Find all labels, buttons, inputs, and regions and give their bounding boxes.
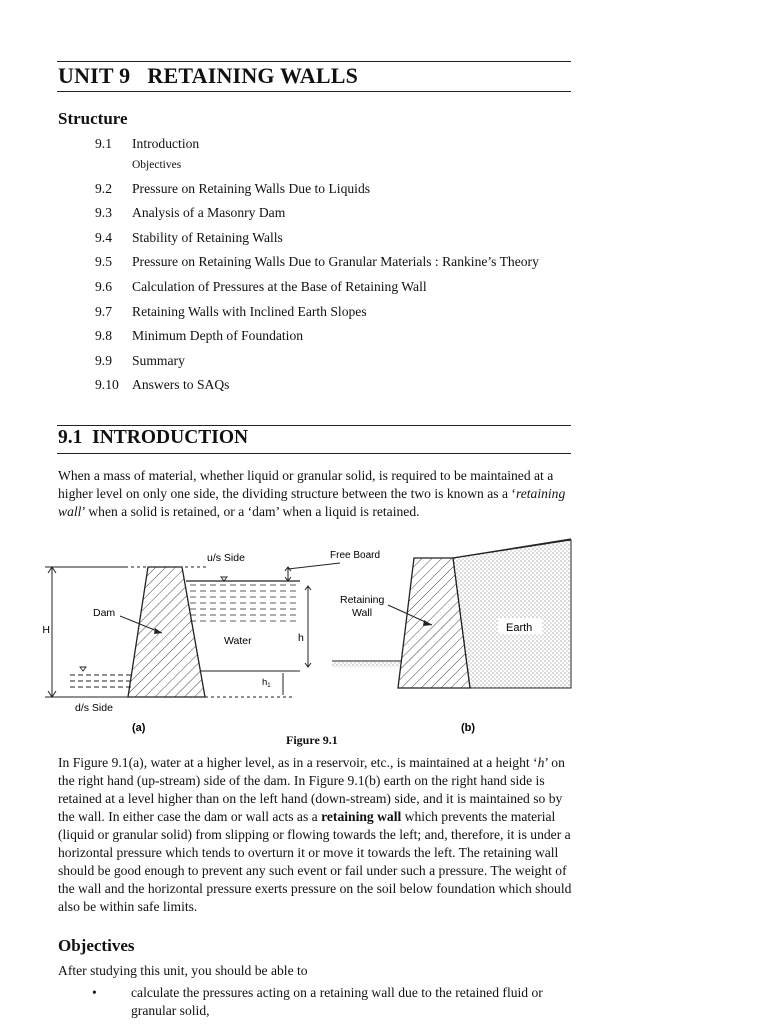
title-top-rule xyxy=(57,61,571,62)
toc-item-title: Minimum Depth of Foundation xyxy=(132,328,304,344)
toc-item xyxy=(95,352,575,370)
p2-bold-term: retaining wall xyxy=(321,809,402,824)
toc-item-number: 9.1 xyxy=(95,136,112,151)
label-us-side: u/s Side xyxy=(207,552,245,564)
toc-item-title: Introduction xyxy=(132,136,200,151)
intro-paragraph xyxy=(58,467,578,521)
label-dam: Dam xyxy=(93,607,116,619)
toc-item xyxy=(95,229,575,247)
toc-item-title: Retaining Walls with Inclined Earth Slopes xyxy=(132,303,367,319)
label-H: H xyxy=(42,624,50,636)
label-a: (a) xyxy=(132,722,146,734)
toc-item-number: 9.6 xyxy=(95,278,112,294)
p2-text-b: ’ on the right hand (up-stream) side of the dam. In Figure 9.1(b) earth on the right hand side is retained at a level higher than on the left hand (down-stream) side, and it is maintained so by the wall. In either case the dam or wall acts as a xyxy=(58,755,565,824)
unit-title: UNIT 9 RETAINING WALLS xyxy=(58,63,359,88)
toc-item-number: 9.7 xyxy=(95,303,112,319)
objective-bullet xyxy=(92,984,562,1020)
toc-item xyxy=(95,376,575,394)
water-hatching xyxy=(188,581,296,623)
toc-item-number: 9.10 xyxy=(95,377,119,393)
toc-item xyxy=(95,303,575,321)
bullet-mark: • xyxy=(92,985,97,1000)
toc-item xyxy=(95,253,575,271)
intro-text-b: ’ when a solid is retained, or a ‘dam’ when a liquid is retained. xyxy=(81,504,420,519)
objectives-heading: Objectives xyxy=(58,936,135,955)
freeboard-leader xyxy=(288,563,340,569)
toc-subitem: Objectives xyxy=(132,158,182,171)
toc-item xyxy=(95,204,575,222)
objective-text: calculate the pressures acting on a retaining wall due to the retained fluid or granular solid, xyxy=(131,985,543,1018)
label-ds-side: d/s Side xyxy=(75,702,113,714)
toc-item-number: 9.5 xyxy=(95,254,112,270)
label-free-board: Free Board xyxy=(330,550,381,561)
h1-main: h xyxy=(262,677,268,688)
toc-item-title: Summary xyxy=(132,352,185,368)
label-earth: Earth xyxy=(506,622,533,634)
toc-item xyxy=(95,135,575,153)
toc-item xyxy=(95,327,575,345)
title-bottom-rule xyxy=(57,91,571,92)
toc-item-title: Analysis of a Masonry Dam xyxy=(132,205,286,221)
label-water: Water xyxy=(224,635,252,647)
label-b: (b) xyxy=(461,722,476,734)
toc-item-title: Pressure on Retaining Walls Due to Granular Materials : Rankine’s Theory xyxy=(132,254,539,270)
p2-text-a: In Figure 9.1(a), water at a higher level, as in a reservoir, etc., is maintained at a height ‘ xyxy=(58,755,538,770)
toc-item xyxy=(95,278,575,296)
front-soil xyxy=(332,661,402,667)
toc-item-title: Pressure on Retaining Walls Due to Liquids xyxy=(132,180,371,196)
toc-item-number: 9.8 xyxy=(95,328,112,344)
toc-item-number: 9.3 xyxy=(95,205,112,221)
label-h1 xyxy=(262,677,271,689)
water-level-marker-ds xyxy=(80,667,86,671)
intro-emphasis: retaining wall xyxy=(58,486,566,519)
objectives-intro: After studying this unit, you should be able to xyxy=(58,963,308,978)
h1-subscript: 1 xyxy=(267,683,271,689)
toc-item xyxy=(95,180,575,198)
toc-item-number: 9.4 xyxy=(95,229,112,245)
label-retaining: Retaining xyxy=(340,594,385,606)
toc-item-title: Answers to SAQs xyxy=(132,377,230,393)
intro-text-a: When a mass of material, whether liquid or granular solid, is required to be maintained at a higher level on only one side, the dividing structure between the two is known as a ‘ xyxy=(58,468,554,501)
section-top-rule xyxy=(57,425,571,426)
p2-text-c: which prevents the material (liquid or granular solid) from slipping or flowing towards the left; and, therefore, it is under a horizontal pressure which tends to overturn it or move it towards the left. The retaining wall should be good enough to prevent any such event or fail under such a pressure. The weight of the wall and the horizontal pressure exerts pressure on the soil below foundation which should also be within safe limits. xyxy=(58,809,572,914)
figure-explanation-paragraph xyxy=(58,754,578,916)
section-bottom-rule xyxy=(57,453,571,454)
table-of-contents xyxy=(95,135,575,401)
toc-item-title: Calculation of Pressures at the Base of Retaining Wall xyxy=(132,278,427,294)
label-h: h xyxy=(298,632,304,644)
structure-heading: Structure xyxy=(58,109,128,128)
toc-item-title: Stability of Retaining Walls xyxy=(132,229,283,245)
section-title: 9.1 INTRODUCTION xyxy=(58,427,249,448)
figure-9-1 xyxy=(40,538,580,750)
p2-height-symbol: h xyxy=(537,755,545,770)
toc-item-number: 9.9 xyxy=(95,352,112,368)
earth-fill xyxy=(453,540,571,688)
figure-caption: Figure 9.1 xyxy=(286,733,338,747)
label-wall: Wall xyxy=(352,607,373,619)
toc-item-number: 9.2 xyxy=(95,180,112,196)
